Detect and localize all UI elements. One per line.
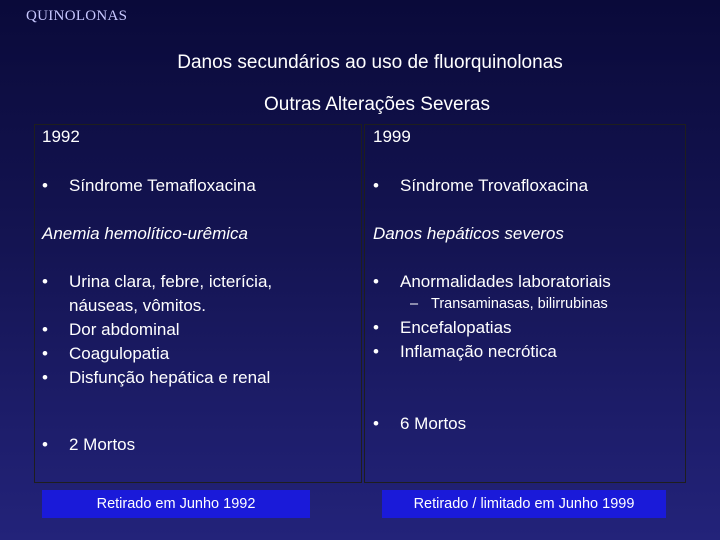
- right-symptom-3: • Inflamação necrótica: [373, 340, 678, 364]
- right-syndrome: • Síndrome Trovafloxacina: [373, 174, 678, 198]
- right-category: Danos hepáticos severos: [373, 224, 564, 243]
- left-symptom-4: • Disfunção hepática e renal: [42, 366, 352, 390]
- left-deaths-list: [42, 433, 352, 457]
- left-symptom-1: [42, 270, 352, 318]
- left-symptom-1-line-2: náuseas, vômitos.: [69, 296, 207, 315]
- slide-subtitle: Outras Alterações Severas: [264, 94, 490, 115]
- right-symptom-2: • Encefalopatias: [373, 316, 678, 340]
- right-symptom-1-sub: – Transaminasas, bilirrubinas: [373, 294, 720, 314]
- left-symptom-2: • Dor abdominal: [42, 318, 352, 342]
- left-symptom-1-line-1: Urina clara, febre, icterícia,: [69, 272, 273, 291]
- right-symptom-1: • Anormalidades laboratoriais: [373, 270, 678, 294]
- right-deaths-list: [373, 412, 678, 436]
- right-symptom-list-2: [373, 316, 678, 364]
- slide-title: Danos secundários ao uso de fluorquinolonas: [177, 52, 563, 73]
- right-syndrome-list: [373, 174, 678, 198]
- left-year: 1992: [42, 127, 80, 146]
- left-withdrawn-badge: Retirado em Junho 1992: [42, 490, 310, 518]
- right-year: 1999: [373, 127, 411, 146]
- right-withdrawn-badge: Retirado / limitado em Junho 1999: [382, 490, 666, 518]
- left-category: Anemia hemolítico-urêmica: [42, 224, 248, 243]
- right-symptom-list: [373, 270, 678, 294]
- left-deaths: • 2 Mortos: [42, 433, 352, 457]
- left-syndrome-list: [42, 174, 352, 198]
- slide-header: QUINOLONAS: [26, 8, 128, 24]
- right-deaths: • 6 Mortos: [373, 412, 678, 436]
- left-symptom-3: • Coagulopatia: [42, 342, 352, 366]
- left-syndrome: • Síndrome Temafloxacina: [42, 174, 352, 198]
- left-symptom-list: [42, 270, 352, 390]
